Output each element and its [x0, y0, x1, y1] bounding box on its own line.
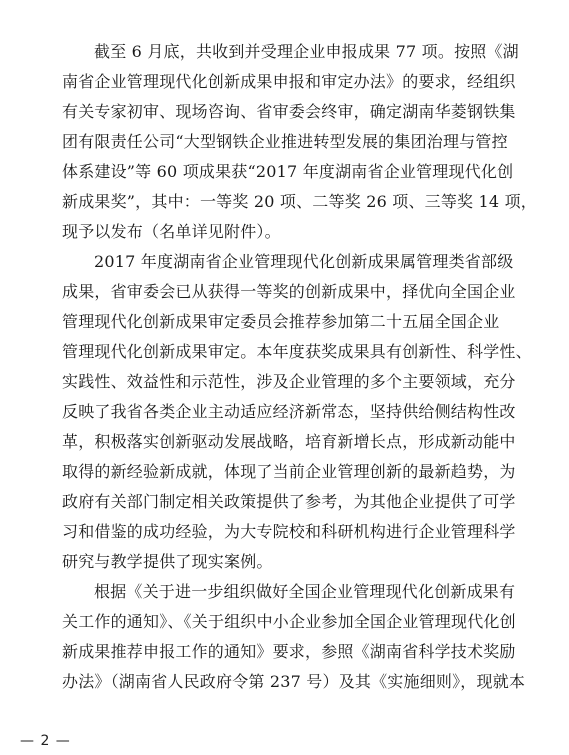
text-line: 根据《关于进一步组织做好全国企业管理现代化创新成果有 [94, 582, 516, 601]
text-line: 2017 年度湖南省企业管理现代化创新成果属管理类省部级 [94, 252, 514, 271]
text-line: 反映了我省各类企业主动适应经济新常态，坚持供给侧结构性改 [62, 402, 516, 421]
text-line: 革，积极落实创新驱动发展战略，培育新增长点，形成新动能中 [62, 432, 516, 451]
text-line: 现予以发布（名单详见附件）。 [62, 222, 281, 241]
text-line: 习和借鉴的成功经验，为大专院校和科研机构进行企业管理科学 [62, 522, 516, 541]
text-line: 体系建设”等 60 项成果获“2017 年度湖南省企业管理现代化创 [62, 162, 514, 181]
document-body [62, 37, 537, 697]
text-line: 办法》（湖南省人民政府令第 237 号）及其《实施细则》，现就本 [62, 672, 526, 691]
text-line: 成果，省审委会已从获得一等奖的创新成果中，择优向全国企业 [62, 282, 516, 301]
text-line: 新成果推荐申报工作的通知》要求，参照《湖南省科学技术奖励 [62, 642, 516, 661]
page-number: — 2 — [20, 733, 71, 749]
text-line: 研究与教学提供了现实案例。 [62, 552, 273, 571]
text-line: 取得的新经验新成就，体现了当前企业管理创新的最新趋势，为 [62, 462, 516, 481]
text-line: 实践性、效益性和示范性，涉及企业管理的多个主要领域，充分 [62, 372, 516, 391]
text-line: 有关专家初审、现场咨询、省审委会终审，确定湖南华菱钢铁集 [62, 102, 516, 121]
text-line: 团有限责任公司“大型钢铁企业推进转型发展的集团治理与管控 [62, 132, 508, 151]
paragraph-2 [62, 247, 532, 577]
paragraph-1 [62, 37, 537, 247]
text-line: 关工作的通知》、《关于组织中小企业参加全国企业管理现代化创 [62, 612, 516, 631]
text-line: 政府有关部门制定相关政策提供了参考，为其他企业提供了可学 [62, 492, 516, 511]
text-line: 管理现代化创新成果审定委员会推荐参加第二十五届全国企业 [62, 312, 500, 331]
text-line: 管理现代化创新成果审定。本年度获奖成果具有创新性、科学性、 [62, 342, 532, 361]
text-line: 截至 6 月底，共收到并受理企业申报成果 77 项。按照《湖 [94, 42, 519, 61]
text-line: 南省企业管理现代化创新成果申报和审定办法》的要求，经组织 [62, 72, 516, 91]
paragraph-3 [62, 577, 524, 697]
text-line: 新成果奖”，其中：一等奖 20 项、二等奖 26 项、三等奖 14 项， [62, 192, 537, 211]
